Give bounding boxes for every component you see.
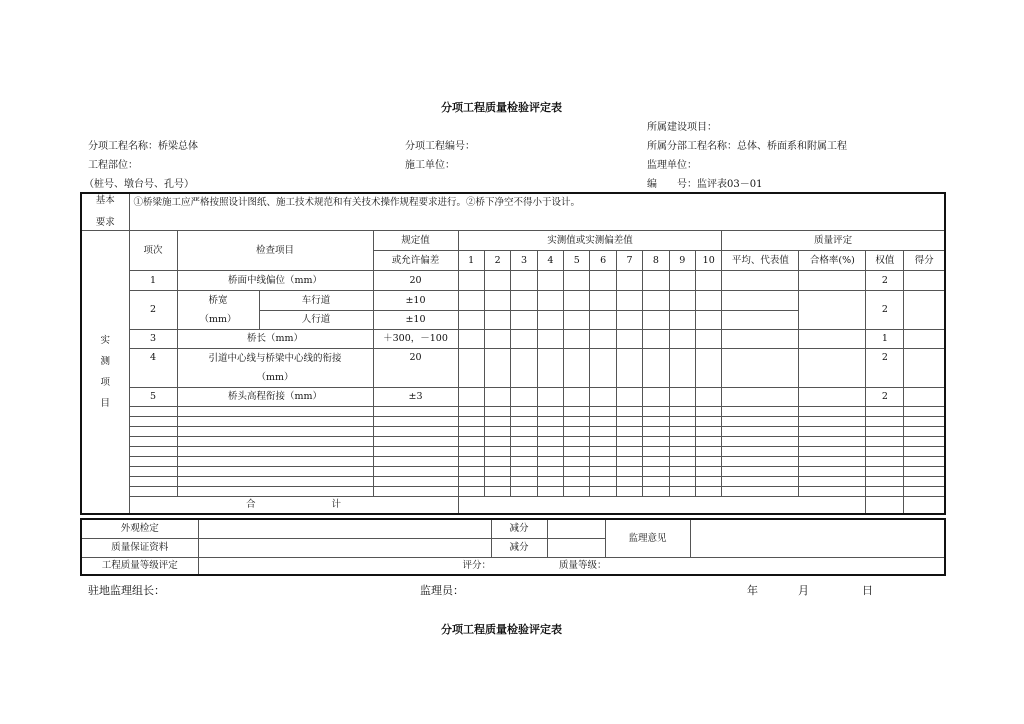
row-weight: 2 <box>866 348 904 387</box>
col-num: 4 <box>537 250 563 270</box>
contractor: 施工单位： <box>405 160 455 171</box>
col-avg: 平均、代表值 <box>722 250 799 270</box>
location: 工程部位： <box>88 160 138 171</box>
empty-row <box>81 486 945 496</box>
project-label: 所属建设项目： <box>647 122 717 133</box>
col-rate: 合格率(%) <box>799 250 866 270</box>
row-weight: 2 <box>866 290 904 329</box>
grade-label: 工程质量等级评定 <box>81 557 198 575</box>
basic-label: 基本 要求 <box>81 193 129 230</box>
row-item: 桥面中线偏位（mm） <box>177 270 373 290</box>
empty-row <box>81 476 945 486</box>
row-spec: 20 <box>373 270 458 290</box>
col-num: 10 <box>696 250 722 270</box>
col-num: 8 <box>643 250 669 270</box>
empty-row <box>81 466 945 476</box>
empty-row <box>81 436 945 446</box>
docs-label: 质量保证资料 <box>81 538 198 557</box>
col-weight: 权值 <box>866 250 904 270</box>
opinion-label: 监理意见 <box>605 519 690 557</box>
row-spec: ±10 <box>373 310 458 329</box>
row-weight: 2 <box>866 387 904 406</box>
col-item: 检查项目 <box>177 230 373 270</box>
col-num: 5 <box>564 250 590 270</box>
row-spec: 20 <box>373 348 458 387</box>
row-weight: 2 <box>866 270 904 290</box>
col-spec-2: 或允许偏差 <box>373 250 458 270</box>
leader-label: 驻地监理组长： <box>88 584 165 597</box>
row-subitem: 人行道 <box>259 310 373 329</box>
col-num: 9 <box>669 250 695 270</box>
form-no: 编 号：监评表03－01 <box>647 179 763 190</box>
year-label: 年 <box>747 584 758 597</box>
col-quality: 质量评定 <box>722 230 945 250</box>
row-item: 桥宽 （mm） <box>177 290 259 329</box>
month-label: 月 <box>798 584 809 597</box>
col-measured: 实测值或实测偏差值 <box>458 230 722 250</box>
col-num: 2 <box>484 250 510 270</box>
row-spec: ＋300，－100 <box>373 329 458 348</box>
level-label: 质量等级： <box>559 560 607 572</box>
table-row <box>81 290 945 310</box>
location-note: （桩号、墩台号、孔号） <box>84 179 194 190</box>
basic-text: ①桥梁施工应严格按照设计图纸、施工技术规范和有关技术操作规程要求进行。②桥下净空不得小于设计。 <box>129 193 945 230</box>
row-no: 1 <box>129 270 177 290</box>
col-num: 3 <box>511 250 537 270</box>
sub-no: 分项工程编号： <box>405 141 475 152</box>
supervisor: 监理单位： <box>647 160 697 171</box>
empty-row <box>81 456 945 466</box>
side-label: 实 测 项 目 <box>81 230 129 514</box>
col-score: 得分 <box>904 250 945 270</box>
row-no: 3 <box>129 329 177 348</box>
score-label: 评分： <box>462 560 492 572</box>
col-no: 项次 <box>129 230 177 270</box>
row-item: 桥头高程衔接（mm） <box>177 387 373 406</box>
row-no: 5 <box>129 387 177 406</box>
col-num: 1 <box>458 250 484 270</box>
footer-title: 分项工程质量检验评定表 <box>441 623 562 636</box>
opinion-field[interactable] <box>690 519 945 557</box>
total-row <box>81 496 945 514</box>
row-no: 2 <box>129 290 177 329</box>
table-row <box>81 329 945 348</box>
row-spec: ±3 <box>373 387 458 406</box>
table-row <box>81 270 945 290</box>
table-row <box>81 348 945 387</box>
engineer-label: 监理员： <box>420 584 464 597</box>
division: 所属分部工程名称：总体、桥面系和附属工程 <box>647 141 847 152</box>
form-title: 分项工程质量检验评定表 <box>441 101 562 114</box>
evaluation-table <box>80 518 946 576</box>
sub-name: 分项工程名称：桥梁总体 <box>88 141 198 152</box>
appearance-label: 外观检定 <box>81 519 198 538</box>
basic-requirements-row <box>81 193 945 230</box>
total-label: 合 计 <box>129 496 458 514</box>
inspection-table <box>80 192 946 515</box>
deduct-label: 减分 <box>491 538 547 557</box>
row-weight: 1 <box>866 329 904 348</box>
day-label: 日 <box>862 584 873 597</box>
row-subitem: 车行道 <box>259 290 373 310</box>
row-no: 4 <box>129 348 177 387</box>
table-row <box>81 387 945 406</box>
empty-row <box>81 416 945 426</box>
empty-row <box>81 426 945 436</box>
grade-field <box>198 557 945 575</box>
col-spec: 规定值 <box>373 230 458 250</box>
empty-row <box>81 446 945 456</box>
row-spec: ±10 <box>373 290 458 310</box>
row-item: 引道中心线与桥梁中心线的衔接 （mm） <box>177 348 373 387</box>
empty-row <box>81 406 945 416</box>
deduct-label: 减分 <box>491 519 547 538</box>
col-num: 6 <box>590 250 616 270</box>
row-item: 桥长（mm） <box>177 329 373 348</box>
col-num: 7 <box>616 250 642 270</box>
